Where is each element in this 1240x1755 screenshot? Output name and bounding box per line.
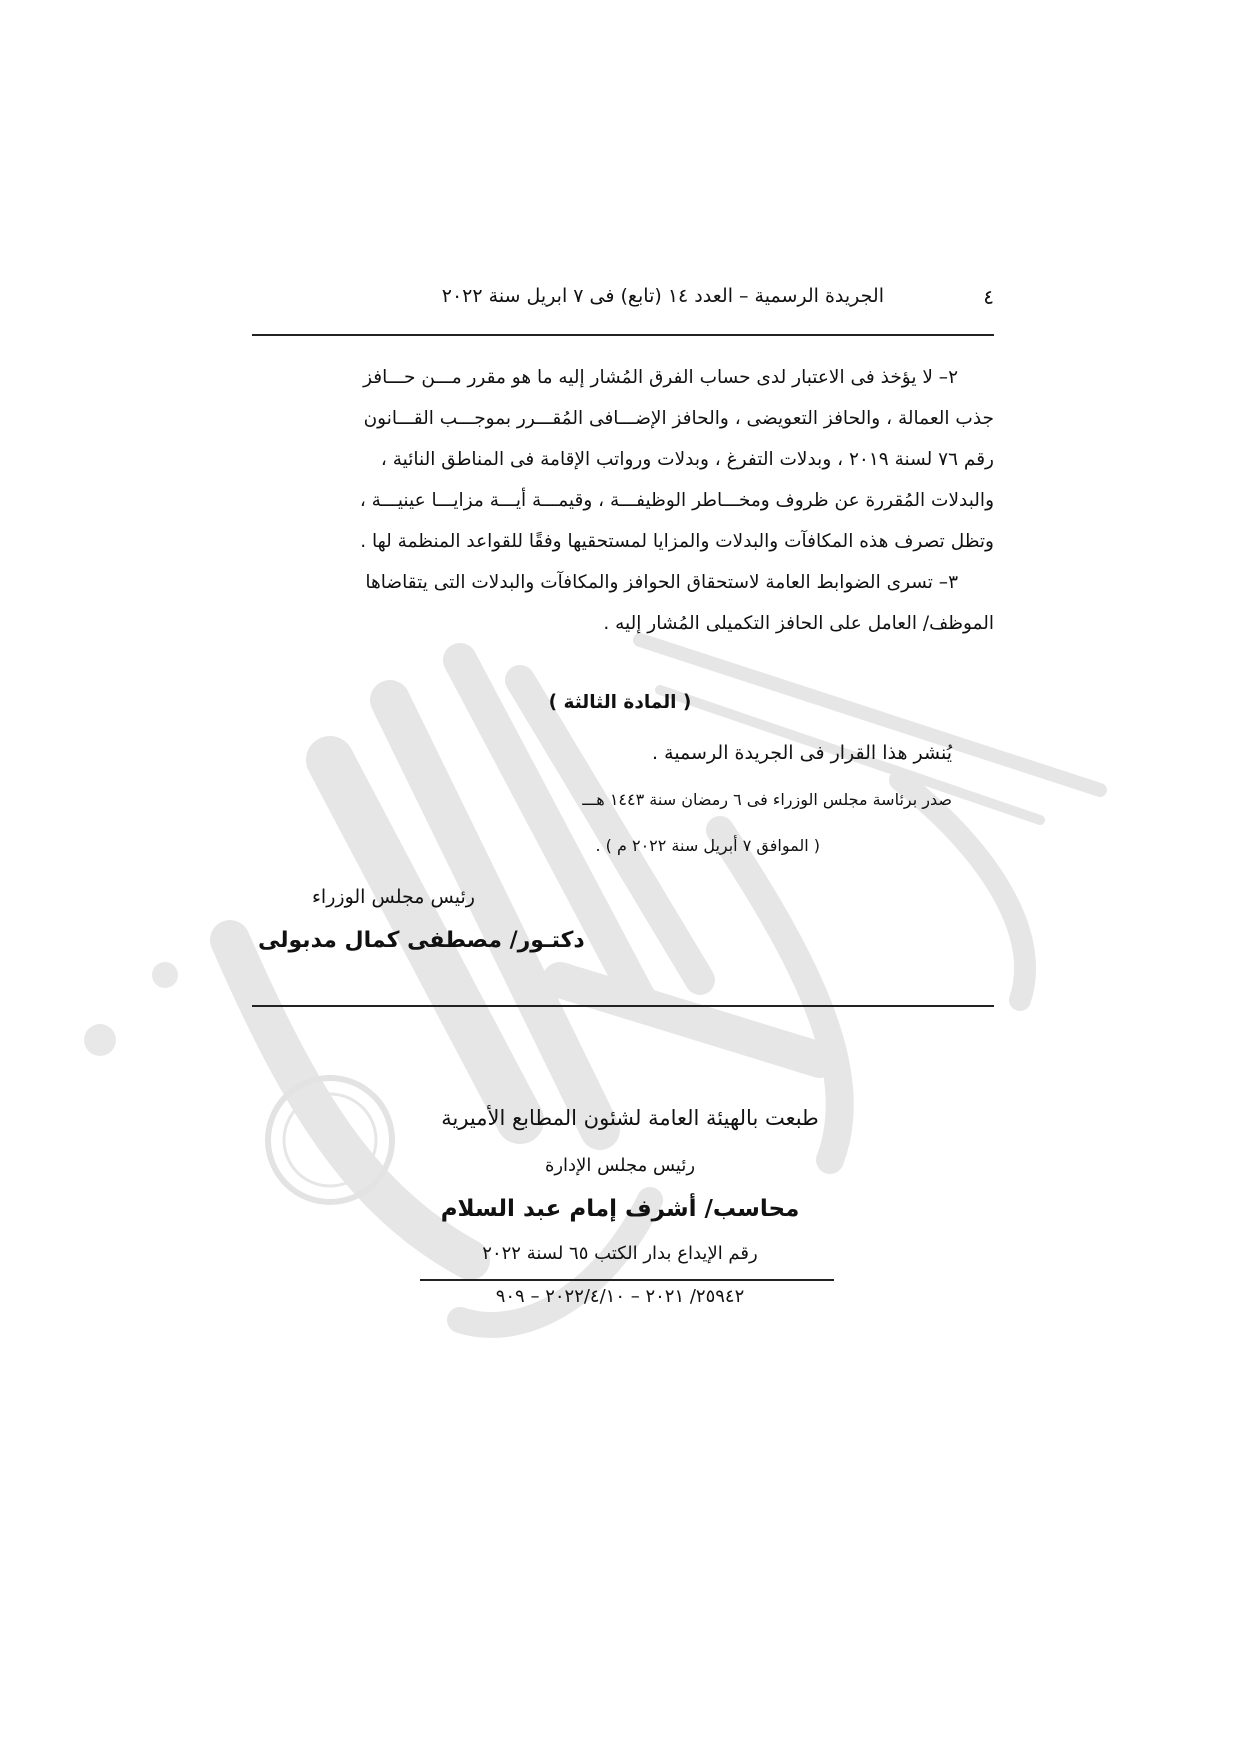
printer-statement: طبعت بالهيئة العامة لشئون المطابع الأميرية (441, 1106, 819, 1130)
board-chair-title: رئيس مجلس الإدارة (544, 1155, 696, 1176)
deposit-divider (420, 1279, 834, 1281)
page-number: ٤ (983, 285, 994, 309)
clause-line: والبدلات المُقررة عن ظروف ومخـــاطر الوظيفـــة ، وقيمـــة أيـــة مزايـــا عينيـــة ، (359, 490, 994, 511)
signatory-title: رئيس مجلس الوزراء (312, 886, 475, 908)
footer-divider (252, 1005, 994, 1007)
signatory-name: دكتـور/ مصطفى كمال مدبولى (258, 928, 585, 953)
clause-line: وتظل تصرف هذه المكافآت والبدلات والمزايا لمستحقيها وفقًا للقواعد المنظمة لها . (360, 531, 994, 552)
clause-3 (246, 562, 994, 644)
gregorian-date: ( الموافق ٧ أبريل سنة ٢٠٢٢ م ) . (595, 836, 820, 855)
clause-line: الموظف/ العامل على الحافز التكميلى المُشار إليه . (603, 613, 994, 634)
clause-line: ٣– تسرى الضوابط العامة لاستحقاق الحوافز والمكافآت والبدلات التى يتقاضاها (365, 572, 958, 593)
clause-line: جذب العمالة ، والحافز التعويضى ، والحافز الإضـــافى المُقـــرر بموجـــب القـــانون (363, 408, 994, 429)
clause-2 (246, 357, 994, 562)
issued-date: صدر برئاسة مجلس الوزراء فى ٦ رمضان سنة ١٤٤٣ هـــ (582, 790, 952, 809)
clause-line: رقم ٧٦ لسنة ٢٠١٩ ، وبدلات التفرغ ، وبدلات ورواتب الإقامة فى المناطق النائية ، (380, 449, 994, 470)
decree-body (246, 357, 994, 644)
header-divider (252, 334, 994, 336)
clause-line: ٢– لا يؤخذ فى الاعتبار لدى حساب الفرق المُشار إليه ما هو مقرر مـــن حـــافز (363, 367, 958, 388)
gazette-title: الجريدة الرسمية – العدد ١٤ (تابع) فى ٧ ابريل سنة ٢٠٢٢ (441, 285, 884, 307)
article-heading: ( المادة الثالثة ) (548, 692, 692, 713)
page-header (252, 285, 994, 321)
board-chair-name: محاسب/ أشرف إمام عبد السلام (440, 1196, 800, 1222)
serial-number: ٢٥٩٤٢/ ٢٠٢١ – ٢٠٢٢/٤/١٠ – ٩٠٩ (495, 1286, 745, 1307)
publish-statement: يُنشر هذا القرار فى الجريدة الرسمية . (652, 742, 952, 764)
deposit-number: رقم الإيداع بدار الكتب ٦٥ لسنة ٢٠٢٢ (482, 1243, 758, 1264)
